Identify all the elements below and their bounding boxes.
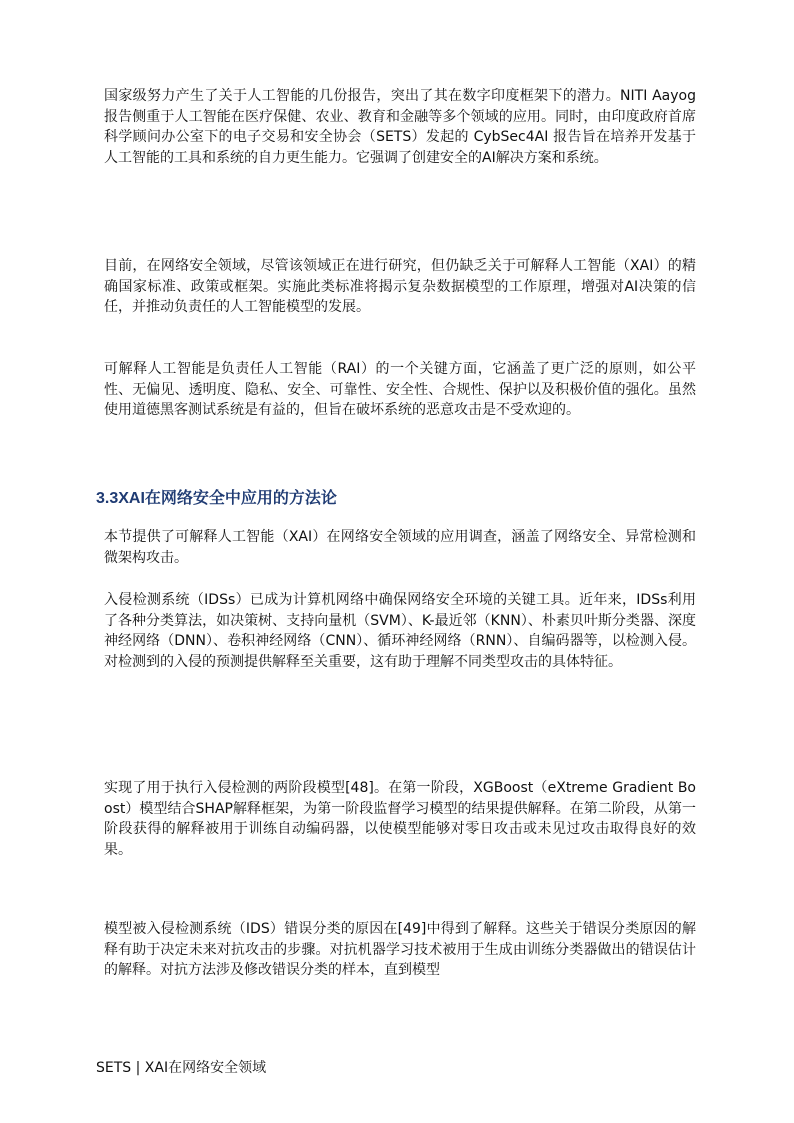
paragraph-responsible-ai: 可解释人工智能是负责任人工智能（RAI）的一个关键方面，它涵盖了更广泛的原则，如公平性、无偏见、透明度、隐私、安全、可靠性、安全性、合规性、保护以及积极价值的强化。虽然使用道德黑客测试系统是有益的，但旨在破坏系统的恶意攻击是不受欢迎的。 [104,361,696,418]
section-heading: 3.3XAI在网络安全中应用的方法论 [96,490,337,507]
paragraph-section-intro: 本节提供了可解释人工智能（XAI）在网络安全领域的应用调查，涵盖了网络安全、异常检测和微架构攻击。 [104,529,696,566]
paragraph-misclassification: 模型被入侵检测系统（IDS）错误分类的原因在[49]中得到了解释。这些关于错误分类原因的解释有助于决定未来对抗攻击的步骤。对抗机器学习技术被用于生成由训练分类器做出的错误估计的解释。对抗方法涉及修改错误分类的样本，直到模型 [104,921,696,978]
paragraph-two-stage-model: 实现了用于执行入侵检测的两阶段模型[48]。在第一阶段，XGBoost（eXtreme Gradient Boost）模型结合SHAP解释框架，为第一阶段监督学习模型的结果提供解释。在第二阶段，从第一阶段获得的解释被用于训练自动编码器，以使模型能够对零日攻击或未见过攻击取得良好的效果。 [104,780,696,858]
paragraph-xai-standards: 目前，在网络安全领域，尽管该领域正在进行研究，但仍缺乏关于可解释人工智能（XAI）的精确国家标准、政策或框架。实施此类标准将揭示复杂数据模型的工作原理，增强对AI决策的信任，并推动负责任的人工智能模型的发展。 [104,258,696,315]
paragraph-national-reports: 国家级努力产生了关于人工智能的几份报告，突出了其在数字印度框架下的潜力。NITI Aayog 报告侧重于人工智能在医疗保健、农业、教育和金融等多个领域的应用。同时，由印度政府首席科学顾问办公室下的电子交易和安全协会（SETS）发起的 CybSec4AI 报告旨在培养开发基于人工智能的工具和系统的自力更生能力。它强调了创建安全的AI解决方案和系统。 [104,88,696,166]
page-footer: SETS | XAI在网络安全领域 [96,1060,267,1076]
paragraph-ids-overview: 入侵检测系统（IDSs）已成为计算机网络中确保网络安全环境的关键工具。近年来，IDSs利用了各种分类算法，如决策树、支持向量机（SVM）、K-最近邻（KNN）、朴素贝叶斯分类器、深度神经网络（DNN）、卷积神经网络（CNN）、循环神经网络（RNN）、自编码器等，以检测入侵。对检测到的入侵的预测提供解释至关重要，这有助于理解不同类型攻击的具体特征。 [104,592,696,670]
